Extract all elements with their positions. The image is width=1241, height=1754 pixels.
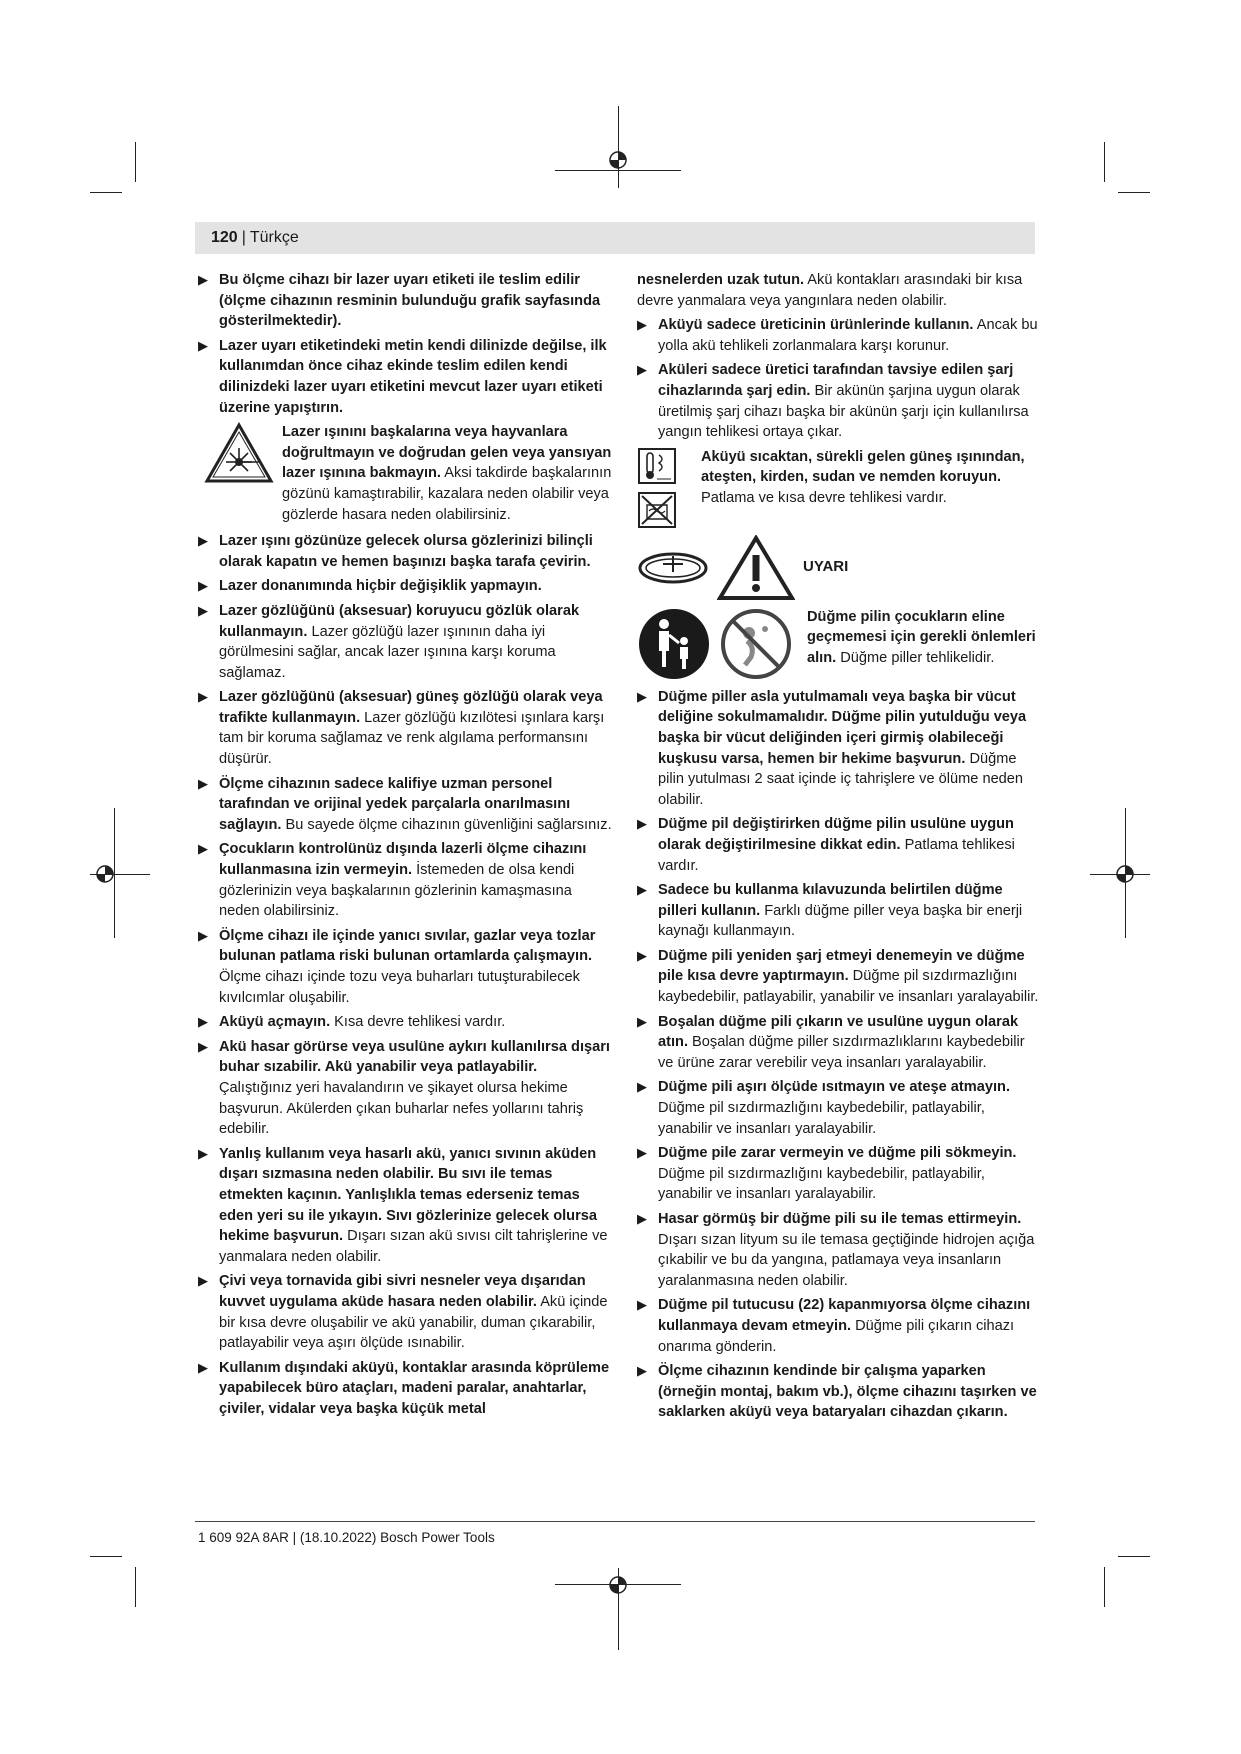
bullet-arrow-icon: ▶ [637,1013,647,1029]
item-text: Farklı düğme piller veya başka bir enerji kaynağı kullanmayın. [658,902,1023,940]
bullet-arrow-icon: ▶ [637,1079,647,1095]
item-text: Akü kontakları arasındaki bir kısa devre yanmalara veya yangınlara neden olabilir. [637,272,1023,309]
item-text: Lazer gözlüğü lazer ışınının daha iyi görülmesini sağlar, ancak lazer ışınına karşı koruma sağlamaz. [219,623,556,681]
bullet-arrow-icon: ▶ [637,947,647,963]
item-bold-text: Kullanım dışındaki aküyü, kontaklar arasında köprüleme yapabilecek büro ataçları, madeni paralar, anahtarlar, çiviler, vidalar veya başka küçük metal [219,1359,610,1417]
safety-item [637,814,1041,876]
bullet-arrow-icon: ▶ [198,1038,208,1054]
crop-mark-tl-h [90,192,122,193]
item-bold-text: Çivi veya tornavida gibi sivri nesneler veya dışarıdan kuvvet uygulama aküde hasara neden olabilir. [219,1273,586,1310]
crop-mark-bl-v [135,1567,136,1607]
registration-mark-icon [1112,861,1138,887]
registration-mark-icon [92,861,118,887]
item-bold-text: Hasar görmüş bir düğme pili su ile temas ettirmeyin. [658,1211,1022,1227]
bullet-arrow-icon: ▶ [198,533,208,549]
footer-divider [195,1521,1035,1522]
item-bold-text: Aküleri sadece üretici tarafından tavsiye edilen şarj cihazlarında şarj edin. [658,362,1014,399]
bullet-arrow-icon: ▶ [198,689,208,705]
item-bold-text: Lazer donanımında hiçbir değişiklik yapmayın. [219,578,542,595]
item-bold-text: Boşalan düğme pili çıkarın ve usulüne uygun olarak atın. [658,1013,1019,1051]
crop-mark-br-v [1104,1567,1105,1607]
bullet-arrow-icon: ▶ [198,578,208,594]
children-warning-text: Düğme piller tehlikelidir. [836,649,995,666]
item-bold-text: Ölçme cihazının sadece kalifiye uzman personel tarafından ve orijinal yedek parçalarla onarılmasını sağlayın. [219,775,571,833]
left-column [198,270,614,1423]
bullet-arrow-icon: ▶ [637,816,647,832]
safety-item [198,1144,614,1268]
bullet-arrow-icon: ▶ [637,882,647,898]
no-water-icon [637,491,677,529]
bullet-arrow-icon: ▶ [198,1014,208,1030]
item-bold-text: Bu ölçme cihazı bir lazer uyarı etiketi ile teslim edilir (ölçme cihazının resminin bulunduğu grafik sayfasında gösterilmektedir). [219,272,601,330]
safety-item [637,1143,1041,1205]
crop-mark-br-h [1118,1556,1150,1557]
header-language: Türkçe [249,229,299,246]
item-text: İstemeden de olsa kendi gözlerinizin veya başkalarının gözlerinin kamaşmasına neden olabilirsiniz. [219,862,575,920]
bullet-arrow-icon: ▶ [198,1145,208,1161]
item-bold-text: Yanlış kullanım veya hasarlı akü, yanıcı sıvının aküden dışarı sızmasına neden olabilir. Bu sıvı ile temas etmekten kaçının. Yanlışlıkla temas ederseniz temas eden yeri su ile yıkayın. Sıvı gözlerinize gelecek olursa hekime başvurun. [219,1145,597,1245]
item-bold-text: Düğme pil değiştirirken düğme pilin usulüne uygun olarak değiştirilmesine dikkat edin. [658,816,1014,853]
safety-item [198,839,614,921]
bullet-arrow-icon: ▶ [637,688,647,704]
header-separator: | [241,229,246,246]
page-number: 120 [211,229,238,246]
safety-item [637,880,1041,942]
safety-item [198,774,614,836]
coin-battery-icon [637,548,709,588]
safety-item [637,1209,1041,1291]
crop-mark-tr-h [1118,192,1150,193]
item-bold-text: Düğme pil tutucusu (22) kapanmıyorsa ölçme cihazını kullanmaya devam etmeyin. [658,1297,1031,1334]
laser-warning-bold-text: Lazer ışınını başkalarına veya hayvanlara doğrultmayın ve doğrudan gelen veya yansıyan lazer ışınına bakmayın. [282,424,612,482]
bullet-arrow-icon: ▶ [198,927,208,943]
heat-warning-bold-text: Aküyü sıcaktan, sürekli gelen güneş ışınından, ateşten, kirden, sudan ve nemden koruyun. [701,448,1025,486]
temperature-icon [637,447,677,485]
item-text: Bu sayede ölçme cihazının güvenliğini sağlarsınız. [281,816,612,833]
page-footer: 1 609 92A 8AR | (18.10.2022) Bosch Power Tools [198,1530,495,1545]
uyari-label: UYARI [803,558,849,576]
right-column [637,270,1041,1427]
item-bold-text: Düğme pili yeniden şarj etmeyi denemeyin ve düğme pile kısa devre yaptırmayın. [658,947,1025,985]
warning-triangle-icon [717,535,795,601]
registration-mark-icon [605,1572,631,1598]
item-bold-text: Lazer ışını gözünüze gelecek olursa gözlerinizi bilinçli olarak kapatın ve hemen başınızı başka tarafa çevirin. [219,533,593,570]
item-text: Düğme pil sızdırmazlığını kaybedebilir, patlayabilir, yanabilir ve insanları yaralayabilir. [658,1165,985,1203]
item-text: Ölçme cihazı içinde tozu veya buharları tutuşturabilecek kıvılcımlar oluşabilir. [219,969,580,1006]
item-bold-text: Ölçme cihazı ile içinde yanıcı sıvılar, gazlar veya tozlar bulunan patlama riski bulunan ortamlarda çalışmayın. [219,927,596,965]
bullet-arrow-icon: ▶ [198,602,208,618]
bullet-arrow-icon: ▶ [637,362,647,378]
safety-item [637,360,1041,442]
item-bold-text: Sadece bu kullanma kılavuzunda belirtilen düğme pilleri kullanın. [658,882,1003,919]
bullet-arrow-icon: ▶ [637,1297,647,1313]
item-text: Düğme pil sızdırmazlığını kaybedebilir, patlayabilir, yanabilir ve insanları yaralayabilir. [658,1100,985,1137]
safety-item [637,1077,1041,1139]
item-text: Bir akünün şarjına uygun olarak üretilmiş şarj cihazı başka bir akünün şarjı için kullanılırsa yangın tehlikesi ortaya çıkar. [658,382,1029,441]
bullet-arrow-icon: ▶ [637,1145,647,1161]
item-text: Akü içinde bir kısa devre oluşabilir ve akü yanabilir, duman çıkarabilir, patlayabilir veya aşırı ölçüde ısınabilir. [219,1293,608,1352]
no-swallow-icon [719,607,793,681]
item-text: Patlama tehlikesi vardır. [658,836,1015,874]
bullet-arrow-icon: ▶ [198,337,208,353]
bullet-arrow-icon: ▶ [637,1211,647,1226]
safety-item [198,687,614,769]
item-text: Lazer gözlüğü kızılötesi ışınlara karşı tam bir koruma sağlamaz ve renk algılama performansını düşürür. [219,709,605,768]
item-bold-text: Düğme pile zarar vermeyin ve düğme pili sökmeyin. [658,1145,1017,1162]
bullet-arrow-icon: ▶ [198,1273,208,1289]
uyari-block [637,535,1041,601]
children-warning-bold-text: Düğme pilin çocukların eline geçmemesi için gerekli önlemleri alın. [807,608,1036,666]
safety-item [198,336,614,418]
safety-item [198,1358,614,1420]
safety-item [637,1295,1041,1357]
item-text: Düğme pili çıkarın cihazı onarıma gönderin. [658,1317,1015,1355]
safety-item [198,1271,614,1353]
item-text: Düğme pilin yutulması 2 saat içinde iç tahrişlere ve ölüme neden olabilir. [658,750,1024,808]
bullet-arrow-icon: ▶ [637,1363,647,1379]
bullet-arrow-icon: ▶ [198,775,208,791]
safety-item [198,601,614,683]
safety-item [198,531,614,572]
safety-item [198,926,614,1008]
safety-item-continuation [637,270,1041,311]
item-text: Ancak bu yolla akü tehlikeli zorlanmalara karşı korunur. [658,317,1038,354]
item-bold-text: Lazer uyarı etiketindeki metin kendi dilinizde değilse, ilk kullanımdan önce cihaz ekinde teslim edilen kendi dilinizdeki lazer uyarı etiketini mevcut lazer uyarı etiketi üzerine yapıştırın. [219,337,607,416]
item-text: Düğme pil sızdırmazlığını kaybedebilir, patlayabilir, yanabilir ve insanları yaralayabilir. [658,968,1039,1006]
item-text: Dışarı sızan akü sıvısı cilt tahrişlerine ve yanmalara neden olabilir. [219,1228,608,1265]
child-adult-icon [637,607,711,681]
laser-warning-triangle-icon [204,422,274,525]
crop-mark-tr-v [1104,142,1105,182]
item-bold-text: Düğme pili aşırı ölçüde ısıtmayın ve ateşe atmayın. [658,1079,1011,1096]
safety-item [637,687,1041,811]
item-bold-text: Ölçme cihazının kendinde bir çalışma yaparken (örneğin montaj, bakım vb.), ölçme cihazını taşırken ve saklarken aküyü veya bataryaları cihazdan çıkarın. [658,1363,1037,1421]
item-text: Boşalan düğme piller sızdırmazlıklarını kaybedebilir ve ürüne zarar verebilir veya insanları yaralayabilir. [658,1034,1025,1071]
item-text: Dışarı sızan lityum su ile temasa geçtiğinde hidrojen açığa çıkabilir ve bu da yangına, patlamaya veya insanların yaralanmasına neden olabilir. [658,1231,1035,1289]
safety-item [637,315,1041,356]
safety-item [198,576,614,597]
bullet-arrow-icon: ▶ [198,272,208,287]
bullet-arrow-icon: ▶ [198,1359,208,1375]
bullet-arrow-icon: ▶ [198,841,208,857]
crop-mark-tl-v [135,142,136,182]
safety-item [198,270,614,332]
item-bold-text: Çocukların kontrolünüz dışında lazerli ölçme cihazını kullanmasına izin vermeyin. [219,841,587,879]
item-bold-text: Düğme piller asla yutulmamalı veya başka bir vücut deliğine sokulmamalıdır. Düğme pilin yutulduğu veya başka bir vücut deliğinden içeri girmiş olabileceği kuşkusu varsa, hemen bir hekime başvurun. [658,688,1027,767]
registration-mark-icon [605,147,631,173]
crop-mark-bl-h [90,1556,122,1557]
safety-item [637,946,1041,1008]
item-bold-text: nesnelerden uzak tutun. [637,272,805,288]
safety-item [637,1361,1041,1423]
heat-warning-text: Patlama ve kısa devre tehlikesi vardır. [701,489,947,506]
page-header [195,222,1035,254]
safety-item [198,1012,614,1033]
safety-item [637,1012,1041,1074]
item-bold-text: Aküyü sadece üreticinin ürünlerinde kullanın. [658,317,974,334]
item-text: Çalıştığınız yeri havalandırın ve şikayet olursa hekime başvurun. Akülerden çıkan buharlar nefes yollarını tahriş edebilir. [219,1079,584,1138]
item-bold-text: Lazer gözlüğünü (aksesuar) güneş gözlüğü olarak veya trafikte kullanmayın. [219,689,603,726]
children-warning-block [637,607,1041,681]
bullet-arrow-icon: ▶ [637,317,647,333]
heat-warning-block [637,447,1041,529]
item-bold-text: Akü hasar görürse veya usulüne aykırı kullanılırsa dışarı buhar sızabilir. Akü yanabilir veya patlayabilir. [219,1038,610,1076]
item-bold-text: Lazer gözlüğünü (aksesuar) koruyucu gözlük olarak kullanmayın. [219,602,580,640]
safety-item [198,1037,614,1140]
item-bold-text: Aküyü açmayın. [219,1014,331,1031]
item-text: Kısa devre tehlikesi vardır. [330,1014,506,1031]
laser-warning-text: Aksi takdirde başkalarının gözünü kamaştırabilir, kazalara neden olabilir veya gözlerde hasara neden olabilirsiniz. [282,465,612,523]
laser-warning-block [198,422,614,525]
